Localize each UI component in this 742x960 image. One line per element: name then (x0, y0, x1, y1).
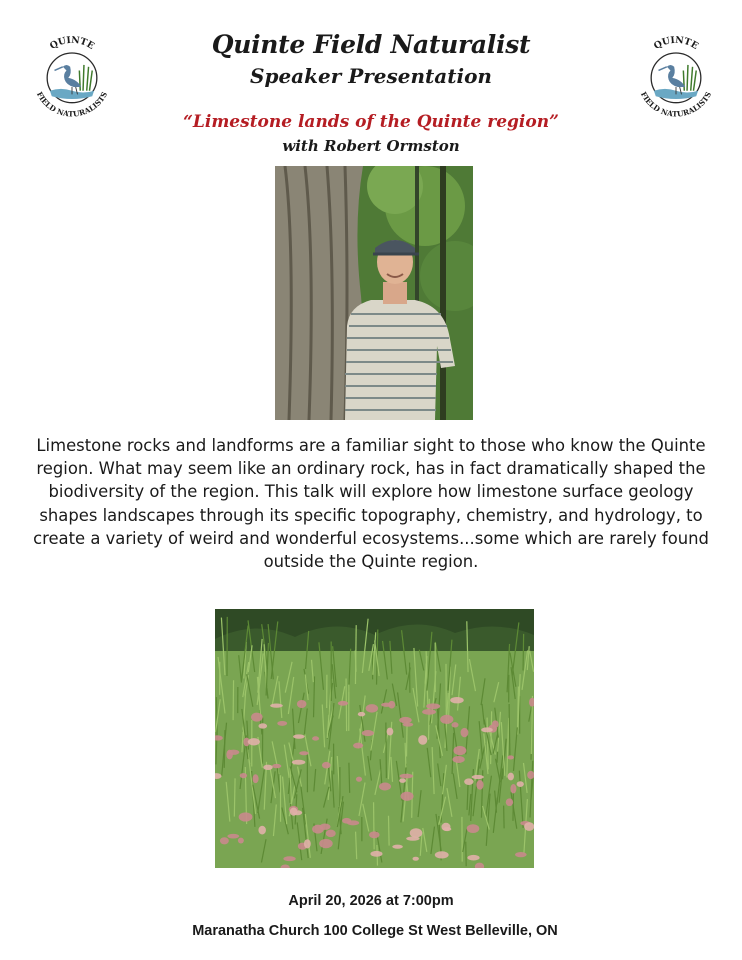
logo-left (26, 30, 118, 122)
page-title: Quinte Field Naturalist (211, 30, 531, 59)
event-date: April 20, 2026 at 7:00pm (288, 893, 454, 909)
heron-icon (630, 30, 722, 122)
logo-bottom-text: FIELD NATURALISTS (34, 90, 110, 119)
talk-title: “Limestone lands of the Quinte region” (183, 112, 559, 132)
event-venue: Maranatha Church 100 College St West Belleville, ON (192, 923, 558, 939)
page-subtitle: Speaker Presentation (250, 64, 492, 88)
logo-right (630, 30, 722, 122)
field-photo (215, 609, 534, 868)
logo-bottom-text: FIELD NATURALISTS (638, 90, 714, 119)
speaker-name: with Robert Ormston (282, 137, 460, 155)
heron-icon (26, 30, 118, 122)
talk-description: Limestone rocks and landforms are a familiar sight to those who know the Quinte region. What may seem like an ordinary rock, has in fact dramatically shaped the biodiversity of the region. This talk will explore how limestone surface geology shapes landscapes through its specific topography, chemistry, and hydrology, to create a variety of weird and wonderful ecosystems...some which are rarely found outside the Quinte region. (33, 436, 709, 572)
speaker-photo (275, 166, 473, 420)
logo-top-text: QUINTE (48, 34, 97, 52)
logo-top-text: QUINTE (652, 34, 701, 52)
